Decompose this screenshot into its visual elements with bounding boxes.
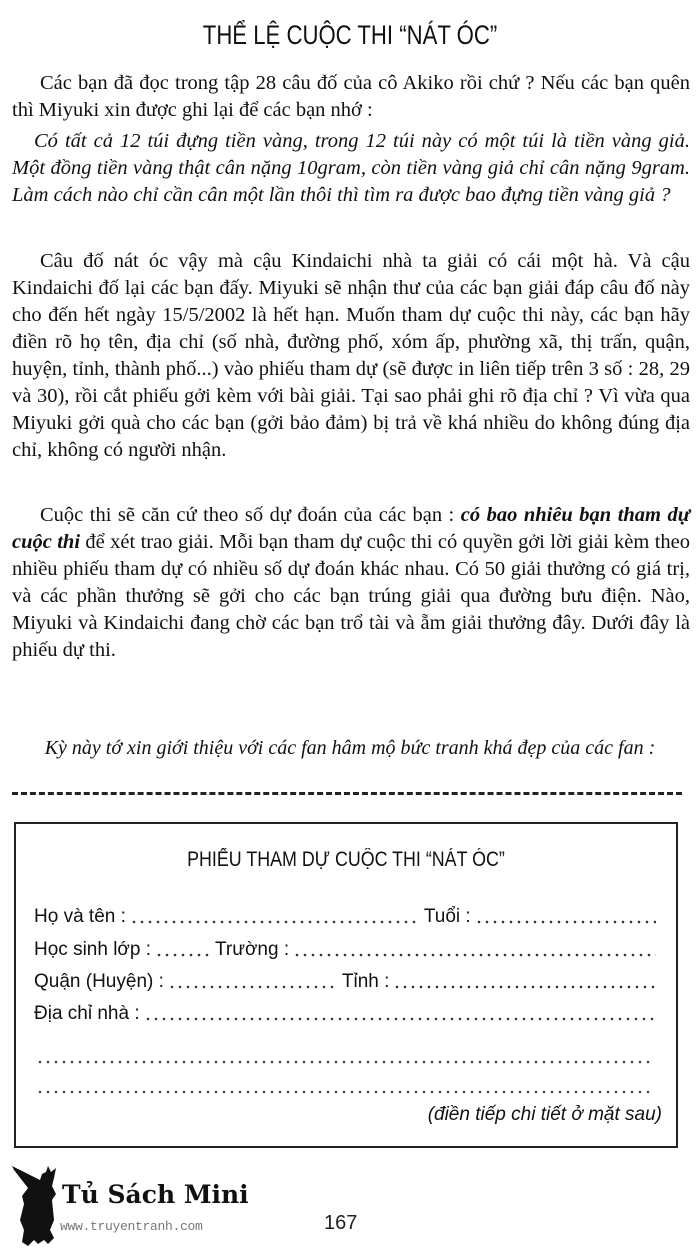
page-title: THỂ LỆ CUỘC THI “NÁT ÓC” [202, 20, 498, 50]
rules-paragraph: Câu đố nát óc vậy mà cậu Kindaichi nhà ta giải có cái một hà. Và cậu Kindaichi đố lại các bạn đấy. Miyuki sẽ nhận thư của các bạn giải đáp câu đố này cho đến hết ngày 15/5/2002 là hết hạn. Muốn tham dự cuộc thi này, các bạn hãy điền rõ họ tên, địa chỉ (số nhà, đường phố, xóm ấp, phường xã, thị trấn, quận, huyện, tỉnh, thành phố...) vào phiếu tham dự (sẽ được in liên tiếp trên 3 số : 28, 29 và 30), rồi cắt phiếu gởi kèm với bài giải. Tại sao phải ghi rõ địa chỉ ? Vì vừa qua Miyuki gởi quà cho các bạn (gởi bảo đảm) bị trả về khá nhiều do không đúng địa chỉ, không có người nhận. [12, 250, 690, 461]
address-field[interactable] [144, 1017, 656, 1021]
school-field[interactable] [293, 953, 656, 957]
name-field[interactable] [130, 920, 420, 924]
address-field-line-3[interactable] [36, 1090, 654, 1094]
form-row-school [34, 937, 660, 963]
age-label: Tuổi : [423, 906, 471, 927]
form-title: PHIẾU THAM DỰ CUỘC THI “NÁT ÓC” [187, 848, 505, 871]
province-field[interactable] [393, 985, 656, 989]
logo-url: www.truyentranh.com [60, 1219, 203, 1234]
prize-paragraph-emphasis: có bao nhiêu bạn tham dự cuộc thi [12, 504, 691, 553]
form-row-name [34, 904, 660, 930]
address-label: Địa chỉ nhà : [34, 1003, 140, 1024]
intro-paragraph: Các bạn đã đọc trong tập 28 câu đố của cô Akiko rồi chứ ? Nếu các bạn quên thì Miyuki xin được ghi lại để các bạn nhớ : [12, 72, 690, 121]
riddle-text: Có tất cả 12 túi đựng tiền vàng, trong 12 túi này có một túi là tiền vàng giả. Một đồng tiền vàng thật cân nặng 10gram, còn tiền vàng giả chỉ cân nặng 9gram. Làm cách nào chỉ cần cân một lần thôi thì tìm ra được bao đựng tiền vàng giả ? [12, 130, 690, 206]
ninja-silhouette-icon [10, 1160, 60, 1250]
class-label: Học sinh lớp : [34, 939, 152, 960]
district-field[interactable] [168, 985, 338, 989]
fan-art-intro: Kỳ này tớ xin giới thiệu với các fan hâm mộ bức tranh khá đẹp của các fan : [44, 737, 656, 759]
prize-paragraph-end: để xét trao giải. Mỗi bạn tham dự cuộc thi có quyền gởi lời giải kèm theo nhiều phiếu tham dự có nhiều số dự đoán khác nhau. Có 50 giải thưởng có giá trị, và các phần thưởng sẽ gởi cho các bạn trúng giải qua đường bưu điện. Nào, Miyuki và Kindaichi đang chờ các bạn trổ tài và ẵm giải thưởng đây. Dưới đây là phiếu dự thi. [12, 531, 690, 661]
province-label: Tỉnh : [341, 971, 390, 992]
age-field[interactable] [475, 920, 656, 924]
form-row-district [34, 969, 660, 995]
entry-form [14, 822, 678, 1148]
logo-text: Tủ Sách Mini [62, 1180, 249, 1209]
page-number: 167 [324, 1212, 358, 1234]
school-label: Trường : [215, 939, 290, 960]
address-field-line-2[interactable] [36, 1060, 654, 1064]
class-field[interactable] [155, 953, 211, 957]
continue-note: (điền tiếp chi tiết ở mặt sau) [427, 1104, 662, 1125]
cut-dashed-line [12, 792, 682, 795]
form-row-address [34, 1001, 660, 1027]
prize-paragraph-start: Cuộc thi sẽ căn cứ theo số dự đoán của các bạn : [40, 504, 461, 526]
district-label: Quận (Huyện) : [34, 971, 164, 992]
prize-paragraph [12, 502, 690, 664]
publisher-logo [10, 1160, 249, 1250]
name-label: Họ và tên : [34, 906, 126, 927]
